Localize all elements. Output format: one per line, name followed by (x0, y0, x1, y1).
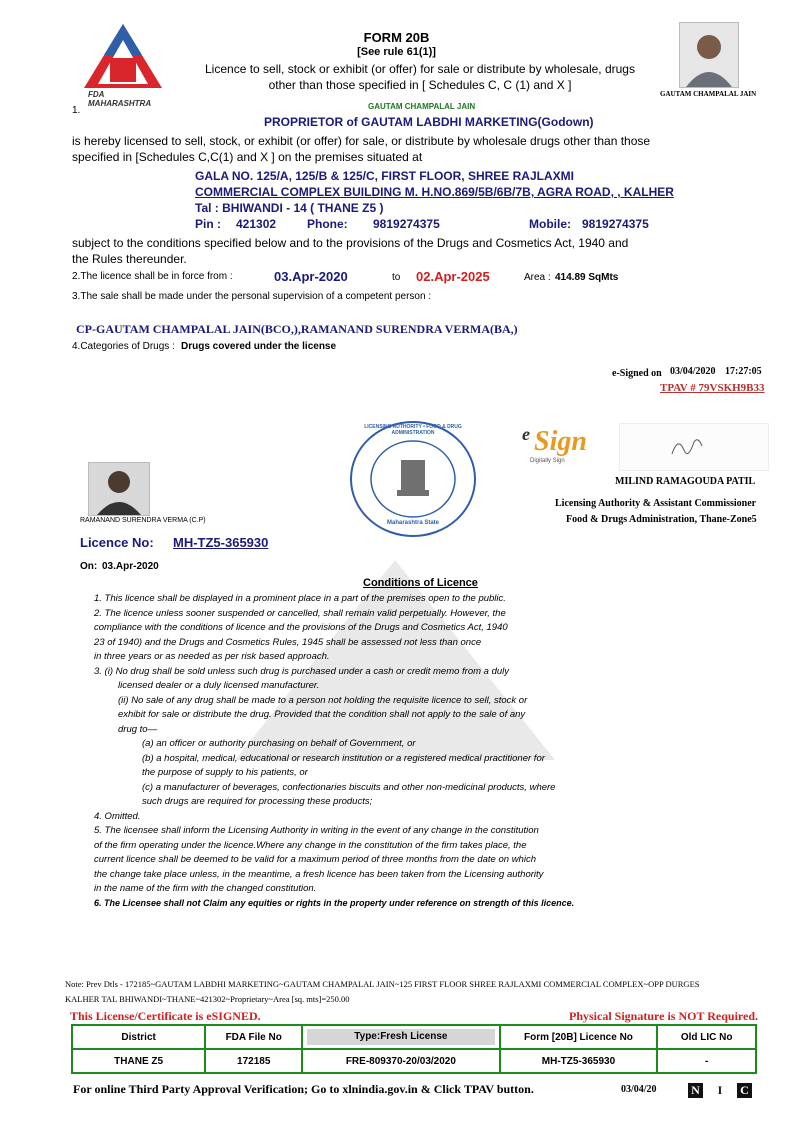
address-line2: COMMERCIAL COMPLEX BUILDING M. H.NO.869/5B/6B/7B, AGRA ROAD, , KALHER (195, 185, 674, 199)
authority-name: MILIND RAMAGOUDA PATIL (615, 476, 756, 487)
esign-logo-e: e (522, 424, 530, 444)
condition-line: 5. The licensee shall inform the Licensing Authority in writing in the event of any change in the constitution (94, 825, 539, 836)
pin-value: 421302 (236, 217, 277, 231)
verification-text: For online Third Party Approval Verification; Go to xlnindia.gov.in & Click TPAV button. (73, 1082, 534, 1096)
owner-photo (679, 22, 739, 88)
condition-line: (c) a manufacturer of beverages, confectionaries biscuits and other non-medicinal products, where (142, 781, 556, 793)
categories-label: 4.Categories of Drugs : (72, 341, 175, 352)
form-title: FORM 20B (363, 30, 430, 45)
nic-badge (688, 1081, 758, 1099)
validity-to-label: to (392, 272, 401, 283)
phone-label: Phone: (307, 217, 348, 231)
table-cell: FRE-809370-20/03/2020 (302, 1049, 499, 1073)
nic-letter: C (737, 1083, 752, 1098)
condition-line: the change take place unless, in the meantime, a fresh licence has been taken from the Licensing authority (94, 868, 544, 880)
physical-signature-notice: Physical Signature is NOT Required. (569, 1009, 759, 1023)
address-line3: Tal : BHIWANDI - 14 ( THANE Z5 ) (195, 201, 384, 215)
licence-no-label: Licence No: (80, 535, 154, 550)
authority-title1: Licensing Authority & Assistant Commissioner (555, 498, 757, 509)
fda-seal (349, 420, 477, 538)
table-cell: THANE Z5 (72, 1049, 205, 1073)
phone-value: 9819274375 (373, 217, 440, 231)
mobile-label: Mobile: (529, 217, 571, 231)
supervision-label: 3.The sale shall be made under the personal supervision of a competent person : (72, 291, 432, 302)
licence-on-date: 03.Apr-2020 (102, 561, 159, 572)
person-icon (680, 23, 738, 87)
table-row (72, 1049, 756, 1073)
esigned-date: 03/04/2020 (670, 366, 716, 377)
note-line2: KALHER TAL BHIWANDI~THANE~421302~Proprietary~Area [sq. mts]=250.00 (65, 994, 350, 1004)
condition-line: the purpose of supply to his patients, or (142, 767, 308, 778)
licensed-line2: specified in [Schedules C,C(1) and X ] on the premises situated at (72, 150, 423, 164)
address-line1: GALA NO. 125/A, 125/B & 125/C, FIRST FLOOR, SHREE RAJLAXMI (195, 169, 574, 183)
condition-line: of the firm operating under the licence.Where any change in the constitution of the firm takes place, the (94, 839, 527, 851)
licensed-line1: is hereby licensed to sell, stock, or exhibit (or offer) for sale, or distribute by wholesale drugs other than those (72, 134, 651, 148)
categories-value: Drugs covered under the license (181, 341, 337, 352)
nic-letter: I (717, 1083, 723, 1097)
condition-line: (b) a hospital, medical, educational or research institution or a registered medical practitioner for (142, 752, 545, 764)
form-description-line1: Licence to sell, stock or exhibit (or offer) for sale or distribute by wholesale, drugs (205, 62, 635, 76)
person-icon (89, 463, 149, 515)
esign-logo (520, 424, 606, 470)
table-header-cell (302, 1025, 499, 1049)
tpav-link[interactable]: TPAV # 79VSKH9B33 (660, 382, 765, 394)
esign-logo-subtitle: Digitally Sign (530, 458, 565, 464)
esign-logo-text: Sign (534, 426, 587, 457)
condition-line: 1. This licence shall be displayed in a prominent place in a part of the premises open to the public. (94, 593, 506, 604)
subject-line1: subject to the conditions specified below and to the provisions of the Drugs and Cosmetics Act, 1940 and (72, 236, 629, 250)
condition-line: current licence shall be deemed to be valid for a maximum period of three months from the date on which (94, 854, 536, 865)
condition-line: (a) an officer or authority purchasing on behalf of Government, or (142, 738, 416, 749)
condition-line: in the name of the firm with the changed constitution. (94, 883, 317, 894)
condition-line: in three years or as needed as per risk based approach. (94, 651, 330, 662)
seal-top-text: LICENSING AUTHORITY • FOOD & DRUG ADMINISTRATION (364, 424, 462, 436)
table-cell: - (657, 1049, 756, 1073)
cp-photo (88, 462, 150, 516)
condition-line: licensed dealer or a duly licensed manufacturer. (118, 680, 320, 691)
condition-line: such drugs are required for processing these products; (142, 796, 373, 807)
pin-label: Pin : (195, 217, 221, 231)
condition-line: compliance with the conditions of licence and the provisions of the Drugs and Cosmetics Act, 1940 (94, 622, 508, 633)
firm-name: PROPRIETOR of GAUTAM LABDHI MARKETING(Godown) (264, 115, 594, 129)
type-label: Type:Fresh License (307, 1029, 494, 1045)
condition-line: 2. The licence unless sooner suspended or cancelled, shall remain valid perpetually. However, the (94, 607, 506, 619)
esigned-on-label: e-Signed on (612, 368, 662, 379)
table-header-cell: District (72, 1025, 205, 1049)
rule-reference: [See rule 61(1)] (357, 46, 436, 58)
table-header-cell: Form [20B] Licence No (500, 1025, 658, 1049)
table-header-row (72, 1025, 756, 1049)
signature-icon (620, 424, 768, 470)
area-label: Area : (524, 272, 551, 283)
licence-info-table (71, 1024, 757, 1074)
table-cell: MH-TZ5-365930 (500, 1049, 658, 1073)
signature-box (619, 423, 769, 471)
condition-line: drug to— (118, 723, 158, 735)
note-line1: Note: Prev Dtls - 172185~GAUTAM LABDHI MARKETING~GAUTAM CHAMPALAL JAIN~125 FIRST FLOOR SHREE RAJLAXMI COMMERCIAL COMPLEX~OPP DURGES (65, 979, 700, 989)
valid-to-date: 02.Apr-2025 (416, 269, 490, 284)
condition-line: 4. Omitted. (94, 810, 141, 822)
condition-line: 23 of 1940) and the Drugs and Cosmetics Rules, 1945 shall be assessed not less than once (94, 636, 482, 648)
cp-photo-caption: RAMANAND SURENDRA VERMA (C.P) (80, 517, 206, 524)
esigned-notice: This License/Certificate is eSIGNED. (70, 1009, 261, 1023)
validity-label: 2.The licence shall be in force from : (72, 271, 233, 282)
competent-persons: CP-GAUTAM CHAMPALAL JAIN(BCO,),RAMANAND SURENDRA VERMA(BA,) (76, 322, 518, 336)
nic-letter: N (688, 1083, 703, 1098)
table-header-cell: Old LIC No (657, 1025, 756, 1049)
mobile-value: 9819274375 (582, 217, 649, 231)
authority-title2: Food & Drugs Administration, Thane-Zone5 (566, 514, 757, 525)
condition-line: exhibit for sale or distribute the drug. Provided that the condition shall not apply to the sale of any (118, 709, 526, 720)
condition-line: (ii) No sale of any drug shall be made to a person not holding the requisite licence to sell, stock or (118, 694, 528, 706)
licence-on-label: On: (80, 561, 98, 572)
condition-6: 6. The Licensee shall not Claim any equities or rights in the property under reference on strength of this licence. (94, 898, 575, 908)
licence-no-value: MH-TZ5-365930 (173, 535, 269, 550)
item-number: 1. (72, 105, 81, 116)
proprietor-name: GAUTAM CHAMPALAL JAIN (368, 102, 476, 111)
condition-line: 3. (i) No drug shall be sold unless such drug is purchased under a cash or credit memo from a duly (94, 665, 510, 677)
subject-line2: the Rules thereunder. (72, 252, 187, 266)
seal-bottom-text: Maharashtra State (386, 520, 440, 526)
table-cell: 172185 (205, 1049, 302, 1073)
logo-caption: FDA MAHARASHTRA (88, 90, 152, 108)
form-description-line2: other than those specified in [ Schedules C, C (1) and X ] (268, 78, 572, 92)
esigned-time: 17:27:05 (725, 366, 762, 377)
area-value: 414.89 SqMts (555, 272, 619, 283)
footer-date: 03/04/20 (621, 1084, 657, 1095)
valid-from-date: 03.Apr-2020 (274, 269, 348, 284)
conditions-list (90, 592, 610, 897)
owner-photo-caption: GAUTAM CHAMPALAL JAIN (660, 90, 757, 98)
table-header-cell: FDA File No (205, 1025, 302, 1049)
conditions-title: Conditions of Licence (363, 577, 478, 589)
